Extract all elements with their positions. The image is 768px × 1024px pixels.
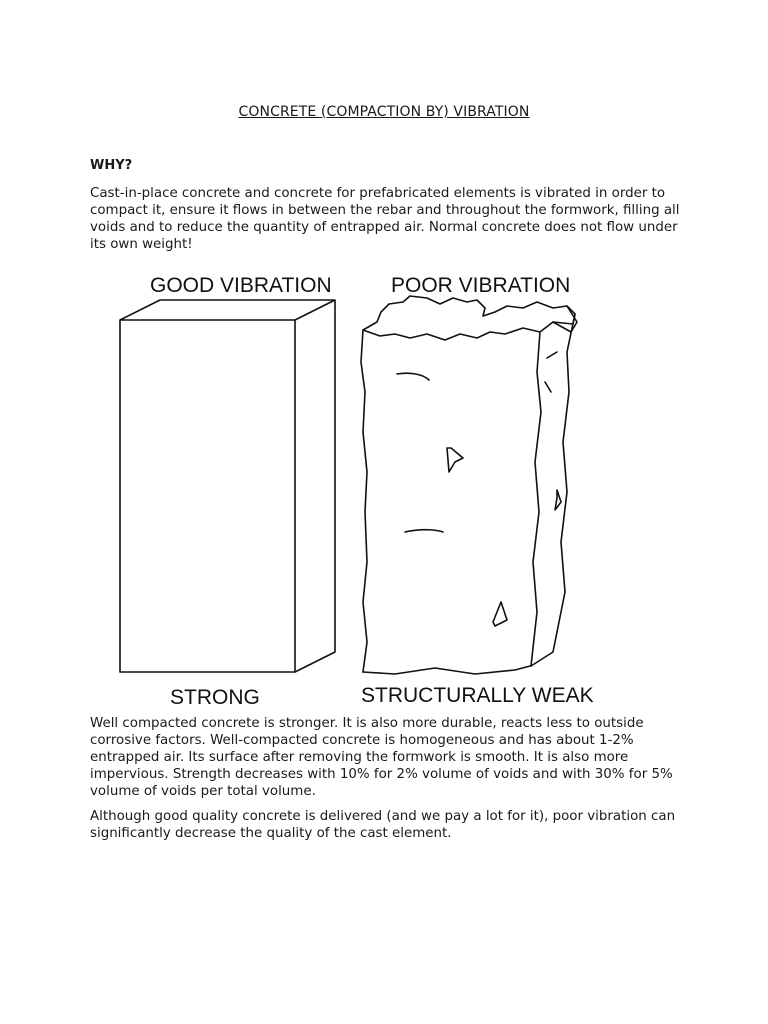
good-vibration-title: GOOD VIBRATION — [150, 274, 332, 297]
paragraph-intro: Cast-in-place concrete and concrete for prefabricated elements is vibrated in order to compact it, ensure it flows in between the rebar and throughout the formwork, filling all voids and to reduce the quantity of entrapped air. Normal concrete does not flow under its own weight! — [90, 186, 680, 252]
paragraph-compaction-benefits: Well compacted concrete is stronger. It is also more durable, reacts less to outside corrosive factors. Well-compacted concrete is homogeneous and has about 1-2% entrapped air. Its surface after removing the formwork is smooth. It is also more impervious. Strength decreases with 10% for 2% volume of voids and with 30% for 5% volume of voids per total volume. — [90, 716, 673, 799]
figure-drawing — [105, 262, 605, 712]
poor-vibration-title: POOR VIBRATION — [391, 274, 571, 297]
good-concrete-block — [120, 300, 335, 672]
poor-concrete-block — [361, 296, 577, 674]
section-heading: WHY? — [90, 158, 133, 173]
strong-caption: STRONG — [170, 686, 260, 709]
document-title: CONCRETE (COMPACTION BY) VIBRATION — [238, 104, 530, 120]
structurally-weak-caption: STRUCTURALLY WEAK — [361, 684, 594, 707]
vibration-comparison-figure — [105, 262, 605, 712]
paragraph-quality-note: Although good quality concrete is delivered (and we pay a lot for it), poor vibration can significantly decrease the quality of the cast element. — [90, 809, 676, 841]
